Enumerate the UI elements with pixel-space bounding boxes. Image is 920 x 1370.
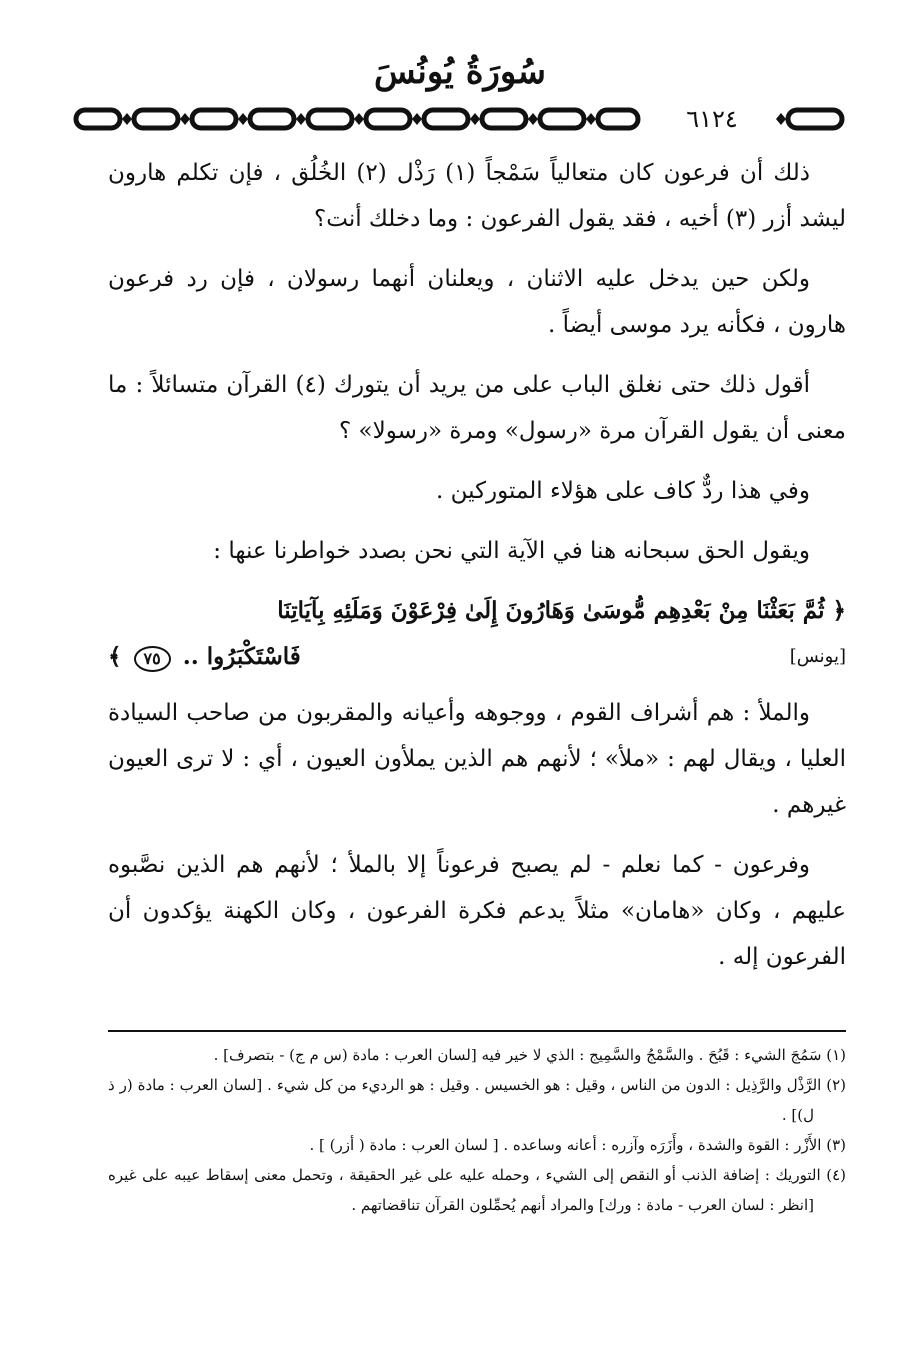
paragraph: ولكن حين يدخل عليه الاثنان ، ويعلنان أنهما رسولان ، فإن رد فرعون هارون ، فكأنه يرد موسى أيضاً . bbox=[108, 266, 846, 338]
verse-end-text: فَاسْتَكْبَرُوا .. bbox=[182, 643, 301, 670]
footnotes bbox=[108, 1040, 846, 1220]
footnote: (٤) التوريك : إضافة الذنب أو النقص إلى الشيء ، وحمله عليه على غير الحقيقة ، وتحمل معنى إسقاط عيبه على غيره [انظر : لسان العرب - مادة : ورك] والمراد أنهم يُحمِّلون القرآن تناقضاتهم . bbox=[108, 1166, 846, 1214]
verse-close-bracket: ﴾ bbox=[108, 643, 122, 670]
paragraph: وفرعون - كما نعلم - لم يصبح فرعوناً إلا بالملأ ؛ لأنهم هم الذين نصَّبوه عليهم ، وكان «هامان» مثلاً يدعم فكرة الفرعون ، وكان الكهنة يؤكدون أن الفرعون إله . bbox=[108, 852, 846, 970]
main-text bbox=[108, 150, 846, 994]
footnote: (٣) الأَزْر : القوة والشدة ، وأَزَرَه وآزره : أعانه وساعده . [ لسان العرب : مادة ( أزر) ] . bbox=[309, 1136, 846, 1154]
surah-reference: [يونس] bbox=[789, 646, 846, 667]
paragraph: ذلك أن فرعون كان متعالياً سَمْجاً (١) رَذْل (٢) الخُلُق ، فإن تكلم هارون ليشد أزر (٣) أخيه ، فقد يقول الفرعون : وما دخلك أنت؟ bbox=[108, 160, 846, 232]
footnote-divider bbox=[108, 1030, 846, 1032]
surah-title: سُورَةُ يُونُسَ bbox=[374, 52, 546, 92]
verse-ending bbox=[108, 634, 301, 680]
header-ornament-right bbox=[776, 104, 846, 134]
paragraph: أقول ذلك حتى نغلق الباب على من يريد أن يتورك (٤) القرآن متسائلاً : ما معنى أن يقول القرآن مرة «رسول» ومرة «رسولا» ؟ bbox=[108, 372, 846, 444]
paragraph: ويقول الحق سبحانه هنا في الآية التي نحن بصدد خواطرنا عنها : bbox=[213, 538, 810, 564]
paragraph: وفي هذا ردٌّ كاف على هؤلاء المتوركين . bbox=[436, 478, 810, 504]
verse-text: ﴿ ثُمَّ بَعَثْنَا مِنْ بَعْدِهِم مُّوسَىٰ وَهَارُونَ إِلَىٰ فِرْعَوْنَ وَمَلَئِهِ بِآيَاتِنَا bbox=[277, 597, 846, 624]
paragraph: والملأ : هم أشراف القوم ، ووجوهه وأعيانه والمقربون من صاحب السيادة العليا ، ويقال لهم : «ملأ» ؛ لأنهم هم الذين يملأون العيون ، أي : لا ترى العيون غيرهم . bbox=[108, 700, 846, 818]
verse-end-line bbox=[108, 634, 846, 680]
footnote: (١) سَمُجَ الشيء : قَبُحَ . والسَّمْجُ والسَّمِيج : الذي لا خير فيه [لسان العرب : مادة (س م ج) - بتصرف] . bbox=[213, 1046, 846, 1064]
header-ornament-left bbox=[72, 104, 642, 134]
quran-verse bbox=[108, 588, 846, 680]
footnote: (٢) الرَّذْل والرَّذِيل : الدون من الناس ، وقيل : هو الخسيس . وقيل : هو الرديء من كل شيء . [لسان العرب : مادة (ر ذ ل)] . bbox=[108, 1076, 846, 1124]
page-number: ٦١٢٤ bbox=[686, 105, 738, 133]
verse-number: ٧٥ bbox=[134, 646, 171, 672]
